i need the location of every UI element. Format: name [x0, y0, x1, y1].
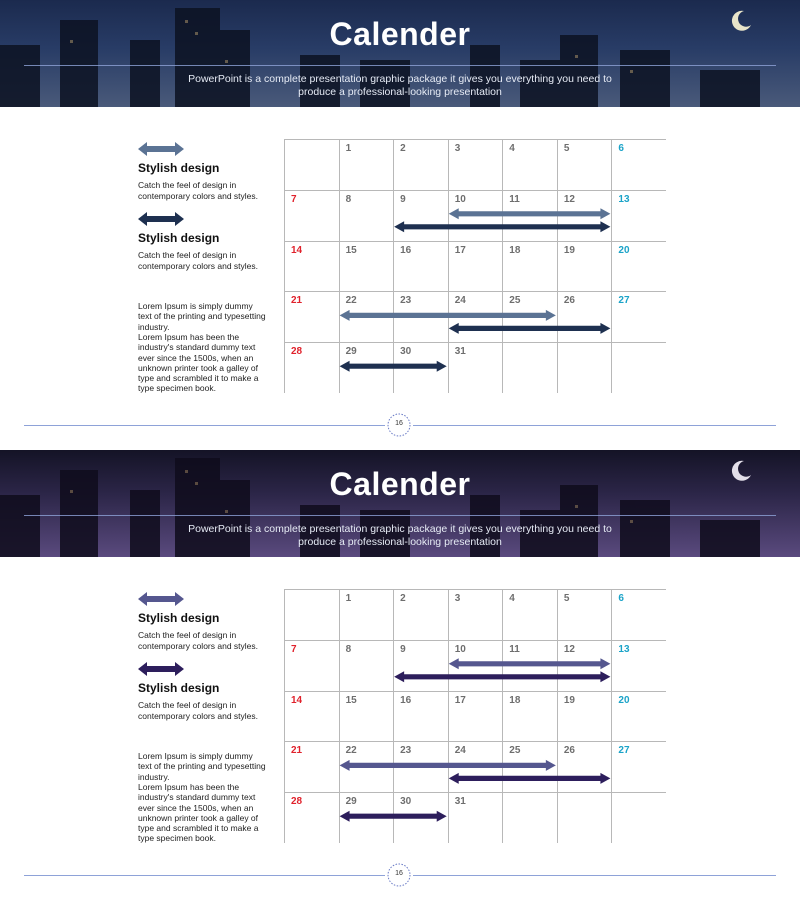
- lorem-paragraph-2: Lorem Ipsum has been the industry's standard dummy text ever since the 1500s, when an unknown printer took a galley of type and scrambled it to make a type specimen book.: [138, 782, 259, 844]
- calendar-day-4: 4: [509, 143, 515, 154]
- legend-title-1: Stylish design: [138, 611, 220, 625]
- calendar-day-10: 10: [454, 643, 466, 655]
- page-title: Calender: [329, 466, 471, 502]
- calendar-day-10: 10: [454, 193, 466, 205]
- calendar-day-31: 31: [454, 796, 466, 808]
- event-arrow-10-13: [449, 658, 611, 669]
- legend-text-2: Catch the feel of design in contemporary colors and styles.: [138, 700, 258, 721]
- calendar-day-18: 18: [509, 244, 521, 256]
- page-number: 16: [395, 420, 403, 427]
- event-arrow-10-13: [449, 208, 611, 219]
- calendar-day-30: 30: [400, 346, 412, 358]
- calendar-lines: [284, 139, 666, 393]
- legend-text-2: Catch the feel of design in contemporary colors and styles.: [138, 250, 258, 271]
- calendar-grid: [284, 589, 666, 843]
- slide-2: [0, 450, 800, 900]
- calendar-day-28: 28: [291, 346, 303, 358]
- subtitle-line-1: PowerPoint is a complete presentation graphic package it gives you everything you need to: [188, 523, 612, 535]
- calendar-day-26: 26: [563, 745, 575, 757]
- legend-title-2: Stylish design: [138, 681, 220, 695]
- calendar-day-21: 21: [291, 295, 303, 307]
- title-divider: [24, 515, 776, 516]
- calendar-day-20: 20: [618, 244, 630, 256]
- calendar-day-29: 29: [345, 796, 357, 808]
- calendar-day-1: 1: [345, 593, 352, 604]
- header-banner: [0, 450, 800, 557]
- calendar-day-9: 9: [400, 643, 406, 655]
- calendar-day-11: 11: [509, 193, 520, 205]
- title-divider: [24, 65, 776, 66]
- page-number: 16: [395, 870, 403, 877]
- event-arrow-24-27: [449, 773, 611, 784]
- calendar-day-9: 9: [400, 193, 406, 205]
- calendar-day-15: 15: [345, 694, 357, 706]
- calendar-day-6: 6: [618, 593, 624, 604]
- calendar-day-5: 5: [563, 593, 570, 604]
- calendar-day-4: 4: [509, 593, 515, 604]
- subtitle-line-2: produce a professional-looking presentation: [298, 536, 502, 548]
- calendar-day-2: 2: [400, 593, 406, 604]
- calendar-day-19: 19: [563, 244, 575, 256]
- legend-title-2: Stylish design: [138, 231, 220, 245]
- calendar-day-21: 21: [291, 745, 303, 757]
- legend-dark-arrow-icon: [138, 662, 184, 676]
- calendar-day-23: 23: [400, 295, 412, 307]
- legend-light-arrow-icon: [138, 142, 184, 156]
- calendar-day-17: 17: [454, 694, 466, 706]
- calendar-day-8: 8: [345, 643, 352, 655]
- calendar-day-22: 22: [345, 295, 357, 307]
- calendar-day-6: 6: [618, 143, 624, 154]
- calendar-day-23: 23: [400, 745, 412, 757]
- calendar-day-16: 16: [400, 694, 412, 706]
- calendar-day-27: 27: [618, 745, 630, 757]
- legend-text-1: Catch the feel of design in contemporary colors and styles.: [138, 630, 258, 651]
- footer-line-right: [413, 875, 776, 876]
- footer-line-left: [24, 425, 385, 426]
- calendar-day-3: 3: [454, 593, 461, 604]
- subtitle: [0, 523, 800, 549]
- legend-dark-arrow-icon: [138, 212, 184, 226]
- subtitle-line-2: produce a professional-looking presentation: [298, 86, 502, 98]
- calendar-day-22: 22: [345, 745, 357, 757]
- calendar-lines: [284, 589, 666, 843]
- calendar-day-19: 19: [563, 694, 575, 706]
- calendar-day-18: 18: [509, 694, 521, 706]
- calendar-day-17: 17: [454, 244, 466, 256]
- page-title: Calender: [329, 16, 471, 52]
- calendar-day-25: 25: [509, 745, 521, 757]
- calendar-day-27: 27: [618, 295, 630, 307]
- calendar-day-24: 24: [454, 295, 466, 307]
- legend-light-arrow-icon: [138, 592, 184, 606]
- header-banner: [0, 0, 800, 107]
- calendar-day-31: 31: [454, 346, 466, 358]
- calendar-day-15: 15: [345, 244, 357, 256]
- subtitle: [0, 73, 800, 99]
- calendar-day-30: 30: [400, 796, 412, 808]
- calendar-day-26: 26: [563, 295, 575, 307]
- calendar-grid: [284, 139, 666, 393]
- calendar-day-7: 7: [291, 643, 297, 655]
- calendar-day-12: 12: [563, 193, 575, 205]
- calendar-day-7: 7: [291, 193, 297, 205]
- calendar-day-28: 28: [291, 796, 303, 808]
- subtitle-line-1: PowerPoint is a complete presentation graphic package it gives you everything you need to: [188, 73, 612, 85]
- calendar-day-5: 5: [563, 143, 570, 154]
- event-arrow-22-26: [340, 760, 556, 771]
- calendar-day-20: 20: [618, 694, 630, 706]
- footer-line-left: [24, 875, 385, 876]
- calendar-day-14: 14: [291, 244, 303, 256]
- calendar-day-12: 12: [563, 643, 575, 655]
- calendar-day-25: 25: [509, 295, 521, 307]
- calendar-day-14: 14: [291, 694, 303, 706]
- event-arrow-24-27: [449, 323, 611, 334]
- calendar-day-13: 13: [618, 193, 630, 205]
- event-arrow-22-26: [340, 310, 556, 321]
- calendar-day-24: 24: [454, 745, 466, 757]
- legend-text-1: Catch the feel of design in contemporary colors and styles.: [138, 180, 258, 201]
- footer-line-right: [413, 425, 776, 426]
- calendar-day-8: 8: [345, 193, 352, 205]
- legend-title-1: Stylish design: [138, 161, 220, 175]
- lorem-paragraph-1: Lorem Ipsum is simply dummy text of the printing and typesetting industry.: [138, 301, 266, 332]
- calendar-day-11: 11: [509, 643, 520, 655]
- lorem-paragraph-2: Lorem Ipsum has been the industry's standard dummy text ever since the 1500s, when an unknown printer took a galley of type and scrambled it to make a type specimen book.: [138, 332, 259, 394]
- calendar-day-13: 13: [618, 643, 630, 655]
- lorem-paragraph-1: Lorem Ipsum is simply dummy text of the printing and typesetting industry.: [138, 751, 266, 782]
- calendar-day-1: 1: [345, 143, 352, 154]
- calendar-day-2: 2: [400, 143, 406, 154]
- calendar-day-29: 29: [345, 346, 357, 358]
- calendar-day-16: 16: [400, 244, 412, 256]
- calendar-day-3: 3: [454, 143, 461, 154]
